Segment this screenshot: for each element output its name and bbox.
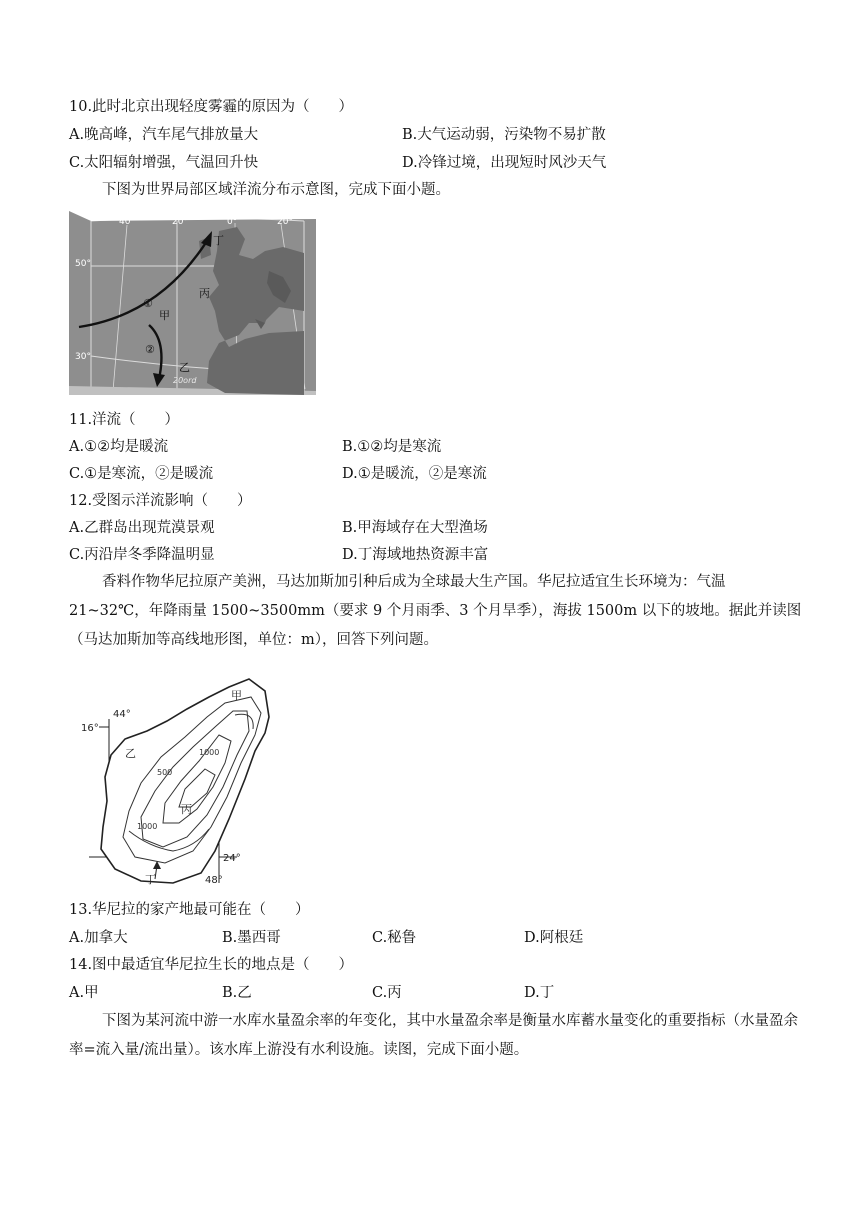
lat-label-16: 16°	[81, 723, 99, 734]
lat-label-50: 50°	[75, 259, 91, 269]
label-bing: 丙	[181, 803, 192, 816]
q13-option-a: A.加拿大	[69, 930, 128, 946]
q14-option-d: D.丁	[524, 985, 555, 1001]
q14-stem: 14.图中最适宜华尼拉生长的地点是（ ）	[69, 957, 354, 973]
q14-option-c: C.丙	[372, 985, 402, 1001]
contour-label-1000-b: 1000	[137, 822, 158, 831]
label-ding: 丁	[145, 873, 156, 886]
q12-option-a: A.乙群岛出现荒漠景观	[69, 520, 215, 536]
lon-label-20: 20°	[172, 217, 188, 227]
q13-option-d: D.阿根廷	[524, 930, 584, 946]
lon-label-48: 48°	[205, 875, 223, 886]
q11-stem: 11.洋流（ ）	[69, 412, 180, 428]
madagascar-contour-map	[69, 651, 283, 894]
ocean-intro: 下图为世界局部区域洋流分布示意图，完成下面小题。	[102, 182, 450, 198]
label-yi: 乙	[179, 361, 190, 374]
reservoir-intro: 下图为某河流中游一水库水量盈余率的年变化，其中水量盈余率是衡量水库蓄水量变化的重要指标（水量盈余率=流入量/流出量）。该水库上游没有水利设施。读图，完成下面小题。	[69, 1013, 798, 1058]
label-current-2: ②	[145, 343, 155, 356]
q13-option-b: B.墨西哥	[222, 930, 281, 946]
label-ding: 丁	[213, 234, 224, 247]
q12-option-c: C.丙沿岸冬季降温明显	[69, 547, 215, 563]
label-bing: 丙	[199, 287, 210, 300]
q10-option-b: B.大气运动弱，污染物不易扩散	[402, 127, 606, 143]
q12-stem: 12.受图示洋流影响（ ）	[69, 493, 252, 509]
q10-option-a: A.晚高峰，汽车尾气排放量大	[69, 127, 259, 143]
q12-option-b: B.甲海域存在大型渔场	[342, 520, 488, 536]
q14-option-b: B.乙	[222, 985, 252, 1001]
lon-label-40: 40°	[119, 217, 135, 227]
q12-option-d: D.丁海域地热资源丰富	[342, 547, 489, 563]
q13-stem: 13.华尼拉的家产地最可能在（ ）	[69, 902, 310, 918]
label-jia: 甲	[231, 689, 242, 702]
q14-option-a: A.甲	[69, 985, 99, 1001]
label-jia: 甲	[159, 309, 170, 322]
q11-option-a: A.①②均是暖流	[69, 439, 169, 455]
ocean-current-map	[69, 211, 316, 395]
contour-label-1000-a: 1000	[199, 748, 220, 757]
q10-stem: 10.此时北京出现轻度雾霾的原因为（ ）	[69, 99, 354, 115]
handwriting: 20ord	[173, 376, 197, 385]
q10-option-d: D.冷锋过境，出现短时风沙天气	[402, 155, 607, 171]
lon-label-20e: 20°	[277, 217, 293, 227]
vanilla-intro: 香料作物华尼拉原产美洲，马达加斯加引种后成为全球最大生产国。华尼拉适宜生长环境为：气温 21~32℃，年降雨量 1500~3500mm（要求 9 个月雨季、3 个月旱季），海拔 1500m 以下的坡地。据此并读图（马达加斯加等高线地形图，单位：m），回答下列问题。	[69, 574, 802, 648]
q11-option-d: D.①是暖流，②是寒流	[342, 466, 487, 482]
lat-label-30: 30°	[75, 352, 91, 362]
label-current-1: ①	[143, 297, 153, 310]
q10-option-c: C.太阳辐射增强，气温回升快	[69, 155, 259, 171]
q11-option-b: B.①②均是寒流	[342, 439, 442, 455]
contour-label-500: 500	[157, 768, 173, 777]
label-yi: 乙	[125, 747, 136, 760]
q11-option-c: C.①是寒流，②是暖流	[69, 466, 214, 482]
lat-label-24: 24°	[223, 853, 241, 864]
q13-option-c: C.秘鲁	[372, 930, 417, 946]
lon-label-44: 44°	[113, 709, 131, 720]
lon-label-0: 0°	[227, 217, 238, 227]
